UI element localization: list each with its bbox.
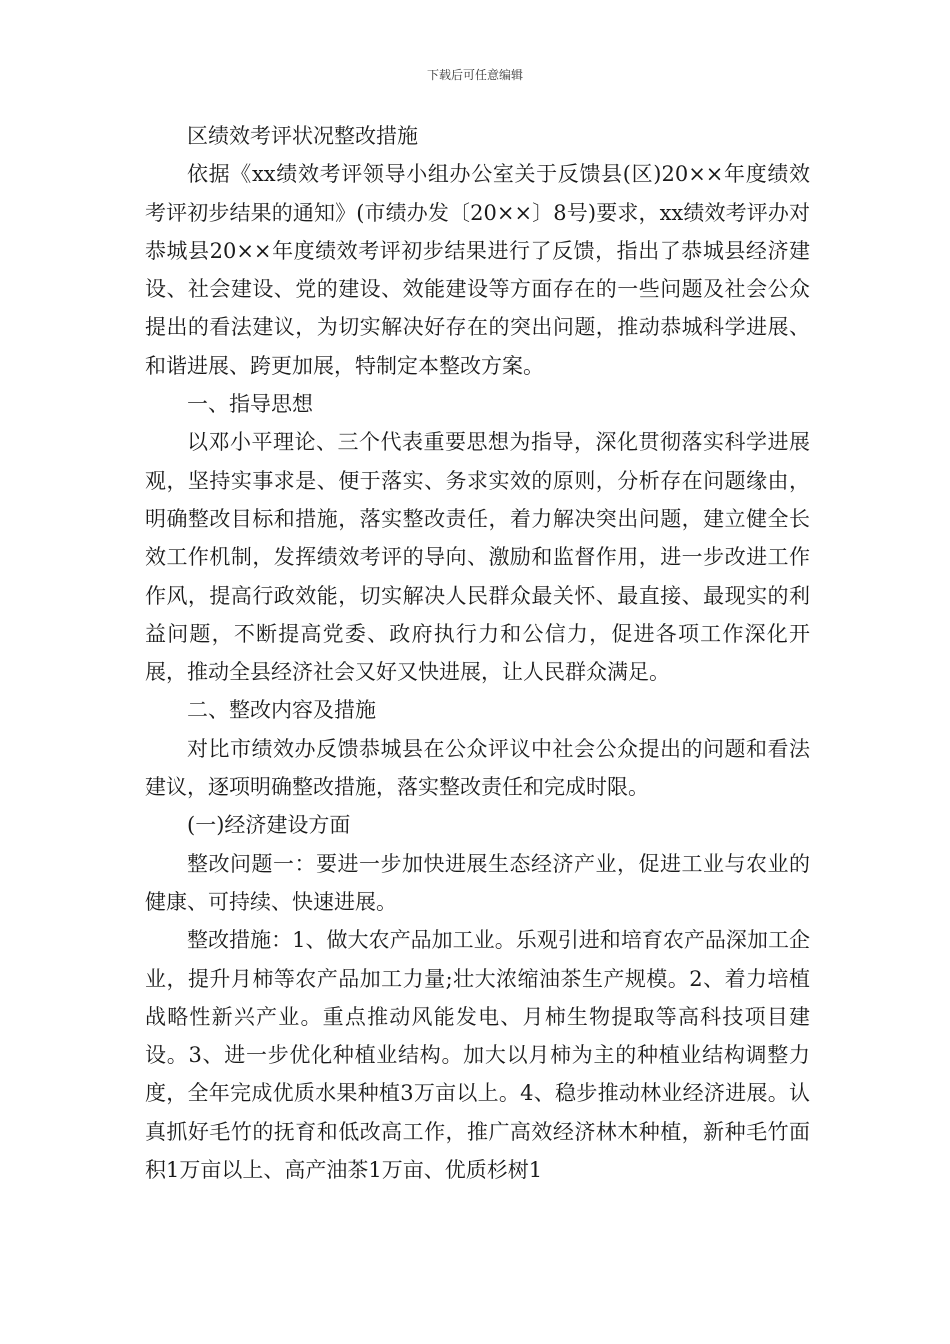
paragraph-guiding-thought: 以邓小平理论、三个代表重要思想为指导，深化贯彻落实科学进展观，坚持实事求是、便于落实、务求实效的原则，分析存在问题缘由，明确整改目标和措施，落实整改责任，着力解决突出问题，建立健全长效工作机制，发挥绩效考评的导向、激励和监督作用，进一步改进工作作风，提高行政效能，切实解决人民群众最关怀、最直接、最现实的利益问题，不断提高党委、政府执行力和公信力，促进各项工作深化开展，推动全县经济社会又好又快进展，让人民群众满足。 bbox=[145, 430, 810, 685]
paragraph-measures: 整改措施：1、做大农产品加工业。乐观引进和培育农产品深加工企业，提升月柿等农产品加工力量;壮大浓缩油茶生产规模。2、着力培植战略性新兴产业。重点推动风能发电、月柿生物提取等高科技项目建设。3、进一步优化种植业结构。加大以月柿为主的种植业结构调整力度，全年完成优质水果种植3万亩以上。4、稳步推动林业经济进展。认真抓好毛竹的抚育和低改高工作，推广高效经济林木种植，新种毛竹面积1万亩以上、高产油茶1万亩、优质杉树1 bbox=[145, 928, 810, 1183]
section-heading-guiding-thought: 一、指导思想 bbox=[187, 392, 313, 417]
document-title: 区绩效考评状况整改措施 bbox=[187, 124, 418, 148]
paragraph-issue-one: 整改问题一：要进一步加快进展生态经济产业，促进工业与农业的健康、可持续、快速进展。 bbox=[145, 851, 810, 914]
subsection-heading-economy: (一)经济建设方面 bbox=[187, 813, 351, 838]
document-body bbox=[145, 117, 810, 1189]
header-note: 下载后可任意编辑 bbox=[426, 68, 523, 82]
paragraph-rectification-intro: 对比市绩效办反馈恭城县在公众评议中社会公众提出的问题和看法建议，逐项明确整改措施，落实整改责任和完成时限。 bbox=[145, 736, 810, 800]
section-heading-rectification: 二、整改内容及措施 bbox=[187, 698, 376, 723]
paragraph-intro: 依据《xx绩效考评领导小组办公室关于反馈县(区)20××年度绩效考评初步结果的通知》(市绩办发〔20××〕8号)要求，xx绩效考评办对恭城县20××年度绩效考评初步结果进行了反馈，指出了恭城县经济建设、社会建设、党的建设、效能建设等方面存在的一些问题及社会公众提出的看法建议，为切实解决好存在的突出问题，推动恭城科学进展、和谐进展、跨更加展，特制定本整改方案。 bbox=[145, 162, 810, 378]
